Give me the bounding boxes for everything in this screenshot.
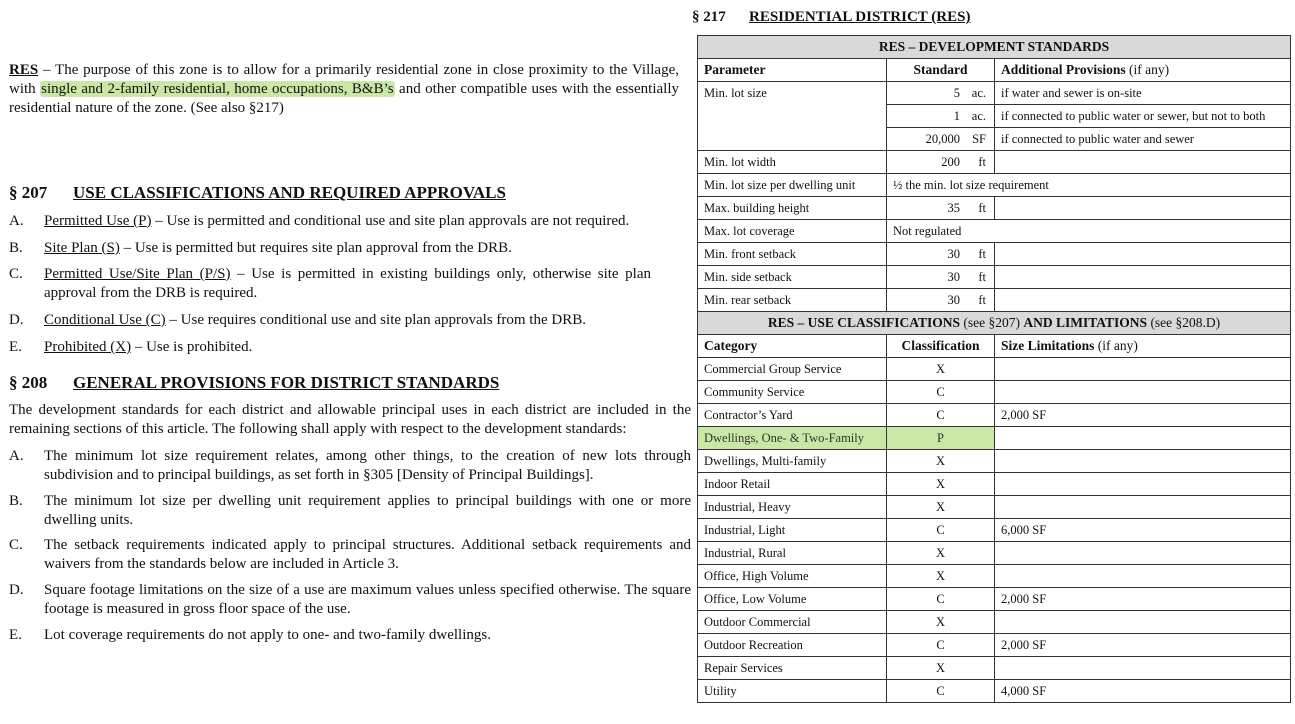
item-letter: A. bbox=[9, 448, 24, 464]
use-size-limit bbox=[995, 611, 1291, 634]
std-value: 20,000 bbox=[925, 132, 960, 146]
param-label: Min. side setback bbox=[698, 266, 887, 289]
table-row bbox=[698, 289, 1291, 312]
use-row bbox=[698, 542, 1291, 565]
use-classification: X bbox=[887, 657, 995, 680]
std-value: 30 bbox=[947, 293, 960, 307]
use-classification: X bbox=[887, 565, 995, 588]
table-row bbox=[698, 82, 1291, 105]
use-row bbox=[698, 588, 1291, 611]
section-number: § 207 bbox=[9, 183, 48, 202]
std-value: 30 bbox=[947, 247, 960, 261]
item-text: The minimum lot size per dwelling unit requirement applies to principal buildings with one or more dwelling units. bbox=[44, 493, 691, 528]
use-size-limit bbox=[995, 542, 1291, 565]
item-text: The setback requirements indicated apply to principal structures. Additional setback requirements and waivers from the standards below are included in Article 3. bbox=[44, 537, 691, 572]
use-row bbox=[698, 519, 1291, 542]
use-classification: P bbox=[887, 427, 995, 450]
std-text: ½ the min. lot size requirement bbox=[887, 174, 1291, 197]
section-number: § 208 bbox=[9, 373, 48, 392]
item-text: The minimum lot size requirement relates, among other things, to the creation of new lots through subdivision and to principal buildings, as set forth in §305 [Density of Principal Buildings]. bbox=[44, 448, 691, 483]
item-text: – Use is permitted but requires site plan approval from the DRB. bbox=[119, 240, 512, 256]
use-category: Industrial, Heavy bbox=[698, 496, 887, 519]
use-category: Office, High Volume bbox=[698, 565, 887, 588]
use-size-limit: 6,000 SF bbox=[995, 519, 1291, 542]
use-classification: X bbox=[887, 450, 995, 473]
param-label: Min. front setback bbox=[698, 243, 887, 266]
std-unit: ft bbox=[978, 270, 986, 284]
use-size-limit: 2,000 SF bbox=[995, 404, 1291, 427]
use-classification: C bbox=[887, 634, 995, 657]
use-classification: C bbox=[887, 680, 995, 703]
item-text: – Use requires conditional use and site plan approvals from the DRB. bbox=[165, 312, 586, 328]
use-size-limit bbox=[995, 565, 1291, 588]
dev-standards-header bbox=[698, 36, 1291, 59]
item-letter: C. bbox=[9, 537, 23, 553]
use-category: Community Service bbox=[698, 381, 887, 404]
section-number: § 217 bbox=[692, 9, 726, 25]
std-unit: ft bbox=[978, 201, 986, 215]
use-classification: X bbox=[887, 473, 995, 496]
use-classification: C bbox=[887, 588, 995, 611]
section-title: GENERAL PROVISIONS FOR DISTRICT STANDARDS bbox=[73, 373, 500, 392]
intro-text-1: – The purpose of this zone is to allow for a primarily residential zone in close proximity to the Village, with bbox=[9, 62, 679, 97]
use-category: Industrial, Light bbox=[698, 519, 887, 542]
table-row bbox=[698, 220, 1291, 243]
use-row bbox=[698, 381, 1291, 404]
item-letter: C. bbox=[9, 266, 23, 282]
use-category: Dwellings, One- & Two-Family bbox=[698, 427, 887, 450]
use-classification: C bbox=[887, 404, 995, 427]
use-size-limit: 2,000 SF bbox=[995, 634, 1291, 657]
use-row bbox=[698, 634, 1291, 657]
item-term: Permitted Use/Site Plan (P/S) bbox=[44, 266, 231, 282]
param-label: Max. building height bbox=[698, 197, 887, 220]
intro-paragraph bbox=[9, 61, 679, 118]
std-unit: ft bbox=[978, 247, 986, 261]
item-letter: D. bbox=[9, 312, 24, 328]
provision-text: if connected to public water and sewer bbox=[995, 128, 1291, 151]
use-category: Industrial, Rural bbox=[698, 542, 887, 565]
use-row bbox=[698, 565, 1291, 588]
param-label: Min. lot size per dwelling unit bbox=[698, 174, 887, 197]
use-classification: X bbox=[887, 611, 995, 634]
highlighted-uses: single and 2-family residential, home occupations, B&B’s bbox=[41, 81, 394, 97]
param-label: Min. rear setback bbox=[698, 289, 887, 312]
use-category: Outdoor Commercial bbox=[698, 611, 887, 634]
use-classifications-title: RES – USE CLASSIFICATIONS (see §207) AND LIMITATIONS (see §208.D) bbox=[698, 312, 1291, 335]
col-parameter: Parameter bbox=[698, 59, 887, 82]
use-size-limit bbox=[995, 657, 1291, 680]
res-term: RES bbox=[9, 62, 39, 78]
dev-column-headers bbox=[698, 59, 1291, 82]
use-classification: X bbox=[887, 358, 995, 381]
use-size-limit bbox=[995, 496, 1291, 519]
use-category: Commercial Group Service bbox=[698, 358, 887, 381]
item-letter: E. bbox=[9, 339, 22, 355]
use-category: Indoor Retail bbox=[698, 473, 887, 496]
dev-standards-title: RES – DEVELOPMENT STANDARDS bbox=[698, 36, 1291, 59]
provision-text: if water and sewer is on-site bbox=[995, 82, 1291, 105]
use-row bbox=[698, 496, 1291, 519]
col-size-limitations: Size Limitations (if any) bbox=[995, 335, 1291, 358]
section-217-heading bbox=[692, 9, 970, 26]
section-title: USE CLASSIFICATIONS AND REQUIRED APPROVALS bbox=[73, 183, 506, 202]
use-row bbox=[698, 657, 1291, 680]
table-row bbox=[698, 243, 1291, 266]
use-row bbox=[698, 680, 1291, 703]
col-additional-provisions: Additional Provisions (if any) bbox=[995, 59, 1291, 82]
item-letter: E. bbox=[9, 627, 22, 643]
param-label: Max. lot coverage bbox=[698, 220, 887, 243]
std-value: 35 bbox=[947, 201, 960, 215]
item-text: – Use is prohibited. bbox=[131, 339, 253, 355]
section-208-intro: The development standards for each district and allowable principal uses in each district are included in the remaining sections of this article. The following shall apply with respect to the development standards: bbox=[9, 402, 691, 437]
use-category: Repair Services bbox=[698, 657, 887, 680]
item-text: – Use is permitted in existing buildings only, otherwise site plan approval from the DRB is required. bbox=[44, 266, 651, 301]
item-letter: B. bbox=[9, 240, 23, 256]
std-value: 5 bbox=[953, 86, 960, 100]
table-row bbox=[698, 266, 1291, 289]
section-208-heading bbox=[9, 373, 499, 392]
use-classification: X bbox=[887, 542, 995, 565]
std-value: 200 bbox=[941, 155, 960, 169]
use-size-limit bbox=[995, 427, 1291, 450]
intro-text-2: and other compatible uses with the essentially residential nature of the zone. (See also §217) bbox=[9, 81, 679, 116]
std-unit: SF bbox=[972, 132, 986, 146]
use-size-limit bbox=[995, 450, 1291, 473]
use-category: Dwellings, Multi-family bbox=[698, 450, 887, 473]
col-category: Category bbox=[698, 335, 887, 358]
std-value: 30 bbox=[947, 270, 960, 284]
std-unit: ac. bbox=[971, 109, 986, 123]
use-classification: X bbox=[887, 496, 995, 519]
use-size-limit: 4,000 SF bbox=[995, 680, 1291, 703]
std-value: 1 bbox=[953, 109, 960, 123]
section-207-heading bbox=[9, 183, 506, 202]
col-standard: Standard bbox=[887, 59, 995, 82]
use-size-limit bbox=[995, 358, 1291, 381]
use-row bbox=[698, 473, 1291, 496]
use-size-limit bbox=[995, 381, 1291, 404]
item-text: Square footage limitations on the size of a use are maximum values unless specified otherwise. The square footage is measured in gross floor space of the use. bbox=[44, 582, 691, 617]
use-size-limit: 2,000 SF bbox=[995, 588, 1291, 611]
use-column-headers bbox=[698, 335, 1291, 358]
item-letter: D. bbox=[9, 582, 24, 598]
use-classifications-header bbox=[698, 312, 1291, 335]
param-label: Min. lot size bbox=[698, 82, 887, 151]
std-text: Not regulated bbox=[887, 220, 1291, 243]
use-row bbox=[698, 404, 1291, 427]
item-term: Permitted Use (P) bbox=[44, 213, 152, 229]
use-row bbox=[698, 450, 1291, 473]
use-size-limit bbox=[995, 473, 1291, 496]
section-title: RESIDENTIAL DISTRICT (RES) bbox=[749, 9, 971, 25]
std-unit: ft bbox=[978, 293, 986, 307]
item-text: Lot coverage requirements do not apply to one- and two-family dwellings. bbox=[44, 627, 491, 643]
use-category: Contractor’s Yard bbox=[698, 404, 887, 427]
use-category: Utility bbox=[698, 680, 887, 703]
param-label: Min. lot width bbox=[698, 151, 887, 174]
table-row bbox=[698, 174, 1291, 197]
std-unit: ac. bbox=[971, 86, 986, 100]
use-category: Outdoor Recreation bbox=[698, 634, 887, 657]
std-unit: ft bbox=[978, 155, 986, 169]
use-classification: C bbox=[887, 519, 995, 542]
use-row bbox=[698, 358, 1291, 381]
use-row-highlighted bbox=[698, 427, 1291, 450]
use-row bbox=[698, 611, 1291, 634]
col-classification: Classification bbox=[887, 335, 995, 358]
table-row bbox=[698, 197, 1291, 220]
item-term: Conditional Use (C) bbox=[44, 312, 166, 328]
item-letter: A. bbox=[9, 213, 24, 229]
provision-text: if connected to public water or sewer, but not to both bbox=[995, 105, 1291, 128]
item-letter: B. bbox=[9, 493, 23, 509]
item-text: – Use is permitted and conditional use and site plan approvals are not required. bbox=[151, 213, 630, 229]
res-standards-table bbox=[697, 35, 1291, 703]
use-category: Office, Low Volume bbox=[698, 588, 887, 611]
item-term: Site Plan (S) bbox=[44, 240, 120, 256]
use-classification: C bbox=[887, 381, 995, 404]
table-row bbox=[698, 151, 1291, 174]
item-term: Prohibited (X) bbox=[44, 339, 132, 355]
